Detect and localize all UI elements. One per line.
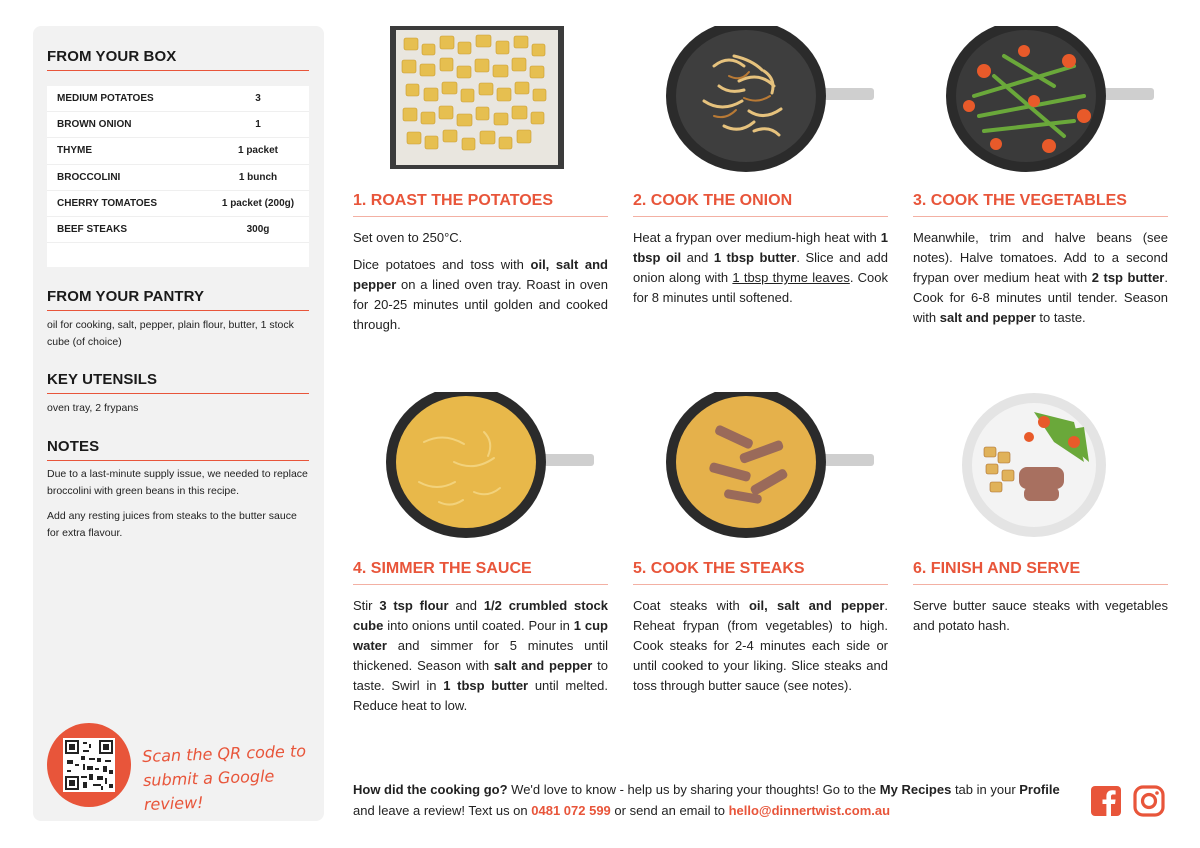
instagram-icon[interactable] bbox=[1133, 785, 1165, 817]
step-2-title: 2. COOK THE ONION bbox=[633, 192, 888, 217]
thyme-link: 1 tbsp thyme leaves bbox=[732, 270, 850, 285]
step-3-p1: Meanwhile, trim and halve beans (see notes). Halve tomatoes. Add to a second frypan over medium heat with 2 tsp butter. Cook for 6-8 minutes until tender. Season with salt and pepper to taste. bbox=[913, 230, 1168, 325]
ingredient-name: BEEF STEAKS bbox=[57, 224, 128, 236]
ingredient-name: BROCCOLINI bbox=[57, 171, 121, 183]
step-1-body bbox=[353, 228, 608, 342]
step-5-title: 5. COOK THE STEAKS bbox=[633, 560, 888, 585]
sauce-frypan-image bbox=[364, 392, 594, 538]
step-5-p1: Coat steaks with oil, salt and pepper. Reheat frypan (from vegetables) to high. Cook steaks for 2-4 minutes each side or until cooked to your liking. Slice steaks and toss through butter sauce (see notes). bbox=[633, 598, 888, 693]
vegetables-frypan-image bbox=[924, 26, 1154, 172]
step-6-p1: Serve butter sauce steaks with vegetables and potato hash. bbox=[913, 598, 1168, 633]
box-ingredients-table bbox=[47, 86, 309, 267]
ingredient-name: THYME bbox=[57, 145, 92, 157]
step-4-p1: Stir 3 tsp flour and 1/2 crumbled stock cube into onions until coated. Pour in 1 cup water and simmer for 5 minutes until thickened. Season with salt and pepper to taste. Swirl in 1 tbsp butter until melted. Reduce heat to low. bbox=[353, 598, 609, 713]
table-row bbox=[47, 191, 309, 217]
step-2-body bbox=[633, 228, 888, 315]
ingredient-qty: 300g bbox=[246, 224, 270, 236]
ingredient-qty: 1 packet (200g) bbox=[221, 197, 295, 209]
step-5-body bbox=[633, 596, 888, 703]
feedback-footer: How did the cooking go? We'd love to know - help us by sharing your thoughts! Go to the My Recipes tab in your Profile and leave a review! Text us on 0481 072 599 or send an email to hello@dinnertwist.com.au bbox=[353, 782, 1060, 818]
plated-dish-image bbox=[924, 392, 1154, 538]
step-4-body bbox=[353, 596, 608, 723]
qr-badge[interactable] bbox=[47, 723, 131, 807]
ingredients-sidebar bbox=[33, 26, 324, 821]
ingredient-qty: 3 bbox=[255, 93, 261, 105]
table-row bbox=[47, 112, 309, 138]
roasted-potatoes-image bbox=[362, 26, 592, 172]
step-1-p1: Set oven to 250°C. bbox=[353, 230, 463, 245]
qr-code-icon bbox=[63, 738, 115, 792]
ingredient-qty: 1 packet bbox=[237, 145, 279, 157]
step-6-body bbox=[913, 596, 1168, 643]
step-6-title: 6. FINISH AND SERVE bbox=[913, 560, 1168, 585]
ingredient-name: BROWN ONION bbox=[57, 119, 132, 131]
utensils-heading: KEY UTENSILS bbox=[47, 371, 309, 394]
utensils-text: oven tray, 2 frypans bbox=[47, 402, 139, 414]
qr-review-text: Scan the QR code to submit a Google review! bbox=[141, 741, 307, 814]
email-link[interactable]: hello@dinnertwist.com.au bbox=[728, 803, 891, 818]
phone-link[interactable]: 0481 072 599 bbox=[531, 803, 611, 818]
table-row bbox=[47, 165, 309, 191]
ingredient-name: MEDIUM POTATOES bbox=[57, 93, 154, 105]
ingredient-qty: 1 bunch bbox=[238, 171, 278, 183]
onion-frypan-image bbox=[644, 26, 874, 172]
from-box-heading: FROM YOUR BOX bbox=[47, 48, 309, 71]
table-row bbox=[47, 138, 309, 164]
table-row bbox=[47, 217, 309, 243]
table-row bbox=[47, 86, 309, 112]
ingredient-name: CHERRY TOMATOES bbox=[57, 197, 158, 209]
steaks-frypan-image bbox=[644, 392, 874, 538]
step-2-p1: Heat a frypan over medium-high heat with 1 tbsp oil and 1 tbsp butter. Slice and add onion along with 1 tbsp thyme leaves. Cook for 8 minutes until softened. bbox=[633, 230, 889, 305]
note-1: Due to a last-minute supply issue, we needed to replace broccolini with green beans in this recipe. bbox=[47, 468, 308, 497]
step-4-title: 4. SIMMER THE SAUCE bbox=[353, 560, 608, 585]
facebook-icon[interactable] bbox=[1090, 785, 1122, 817]
step-1-title: 1. ROAST THE POTATOES bbox=[353, 192, 608, 217]
pantry-text: oil for cooking, salt, pepper, plain flour, butter, 1 stock cube (of choice) bbox=[47, 319, 294, 348]
note-2: Add any resting juices from steaks to the butter sauce for extra flavour. bbox=[47, 510, 297, 539]
step-3-title: 3. COOK THE VEGETABLES bbox=[913, 192, 1168, 217]
step-3-body bbox=[913, 228, 1168, 335]
notes-heading: NOTES bbox=[47, 438, 309, 461]
ingredient-qty: 1 bbox=[255, 119, 261, 131]
pantry-heading: FROM YOUR PANTRY bbox=[47, 288, 309, 311]
step-1-p2: Dice potatoes and toss with oil, salt and pepper on a lined oven tray. Roast in oven for 20-25 minutes until golden and cooked through. bbox=[353, 257, 608, 332]
